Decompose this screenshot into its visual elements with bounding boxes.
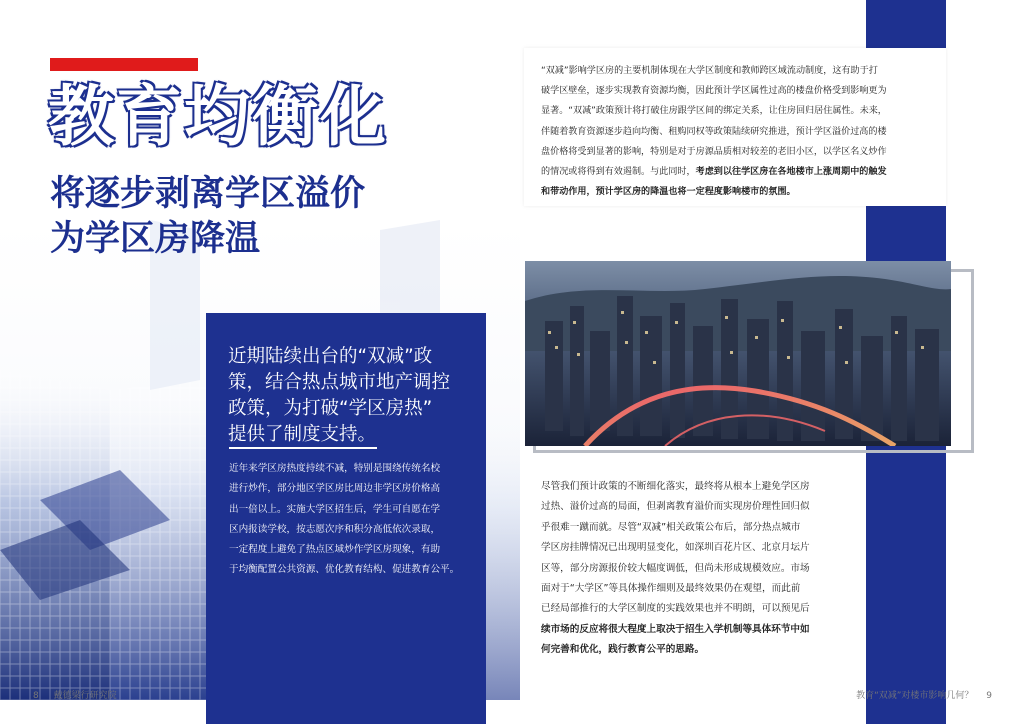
card-bold-text: 考虑到以往学区房在各地楼市上涨周期中的触发 [695,167,887,178]
running-title: 教育“双减”对楼市影响几何？ [856,691,974,701]
page-number-right: 9 [986,691,992,701]
card-line: “双减”影响学区房的主要机制体现在大学区制度和教师跨区域流动制度，这有助于打 [541,66,878,76]
left-footer [33,688,117,701]
card-line [541,162,941,182]
panel-body-text [229,459,479,581]
lead-line: 策，结合热点城市地产调控 [228,372,451,393]
lead-paragraph [228,344,478,448]
page-subtitle [50,172,365,262]
publisher-name: 戴德梁行研究院 [53,691,117,701]
card-line-text: 的情况或将得到有效遏制。与此同时， [541,167,696,178]
subtitle-line: 为学区房降温 [50,219,261,259]
body-line: 进行炒作，部分地区学区房比周边非学区房价格高 [229,483,441,495]
subtitle-line: 将逐步剥离学区溢价 [50,174,366,214]
card-line: 破学区壁垒，逐步实现教育资源均衡，因此预计学区属性过高的楼盘价格受到影响更为 [541,86,887,97]
body-bold-line: 何完善和优化，践行教育公平的思路。 [541,644,705,656]
lead-line: 近期陆续出台的“双减”政 [228,346,433,367]
page-number-left: 8 [33,691,39,701]
body-line: 一定程度上避免了热点区域炒作学区房现象，有助 [229,544,441,556]
body-line: 区内报读学校，按志愿次序和积分高低依次录取， [229,523,441,535]
body-line: 乎很难一蹴而就。尽管“双减”相关政策公布后，部分热点城市 [541,521,801,533]
right-footer [856,688,992,701]
body-line: 已经局部推行的大学区制度的实践效果也并不明朗，可以预见后 [541,603,810,615]
card-line: 伴随着教育资源逐步趋向均衡、租购同权等政策陆续研究推进，预计学区溢价过高的楼 [541,126,887,137]
body-line: 出一倍以上。实施大学区招生后，学生可自愿在学 [229,503,441,515]
card-line: 盘价格将受到显著的影响，特别是对于房源品质相对较差的老旧小区，以学区名义炒作 [541,146,887,157]
body-line: 过热、溢价过高的局面，但剥离教育溢价而实现房价理性回归似 [541,501,810,513]
body-line: 于均衡配置公共资源、优化教育结构、促进教育公平。 [229,564,460,576]
card-line: 显著。“双减”政策预计将打破住房跟学区间的绑定关系，让住房回归居住属性。未来， [541,106,887,117]
body-line: 面对于“大学区”等具体操作细则及最终效果仍在观望，而此前 [541,583,801,595]
body-line: 尽管我们预计政策的不断细化落实，最终将从根本上避免学区房 [541,481,810,492]
lead-line: 提供了制度支持。 [228,424,377,445]
body-line: 区等，部分房源报价较大幅度调低，但尚未形成规模效应。市场 [541,562,810,574]
page-title: 教育均衡化 [48,78,388,155]
body-line: 近年来学区房热度持续不减，特别是围绕传统名校 [229,463,441,474]
card-paragraph [541,61,941,202]
divider [229,447,377,449]
city-night-photo [525,261,951,446]
card-bold-line: 和带动作用，预计学区房的降温也将一定程度影响楼市的氛围。 [541,187,796,198]
lead-line: 政策，为打破“学区房热” [228,398,433,419]
body-bold-line: 续市场的反应将很大程度上取决于招生入学机制等具体环节中如 [541,623,810,635]
right-body-text [541,477,861,661]
body-line: 学区房挂牌情况已出现明显变化，如深圳百花片区、北京月坛片 [541,542,810,554]
accent-red-bar [50,58,198,71]
